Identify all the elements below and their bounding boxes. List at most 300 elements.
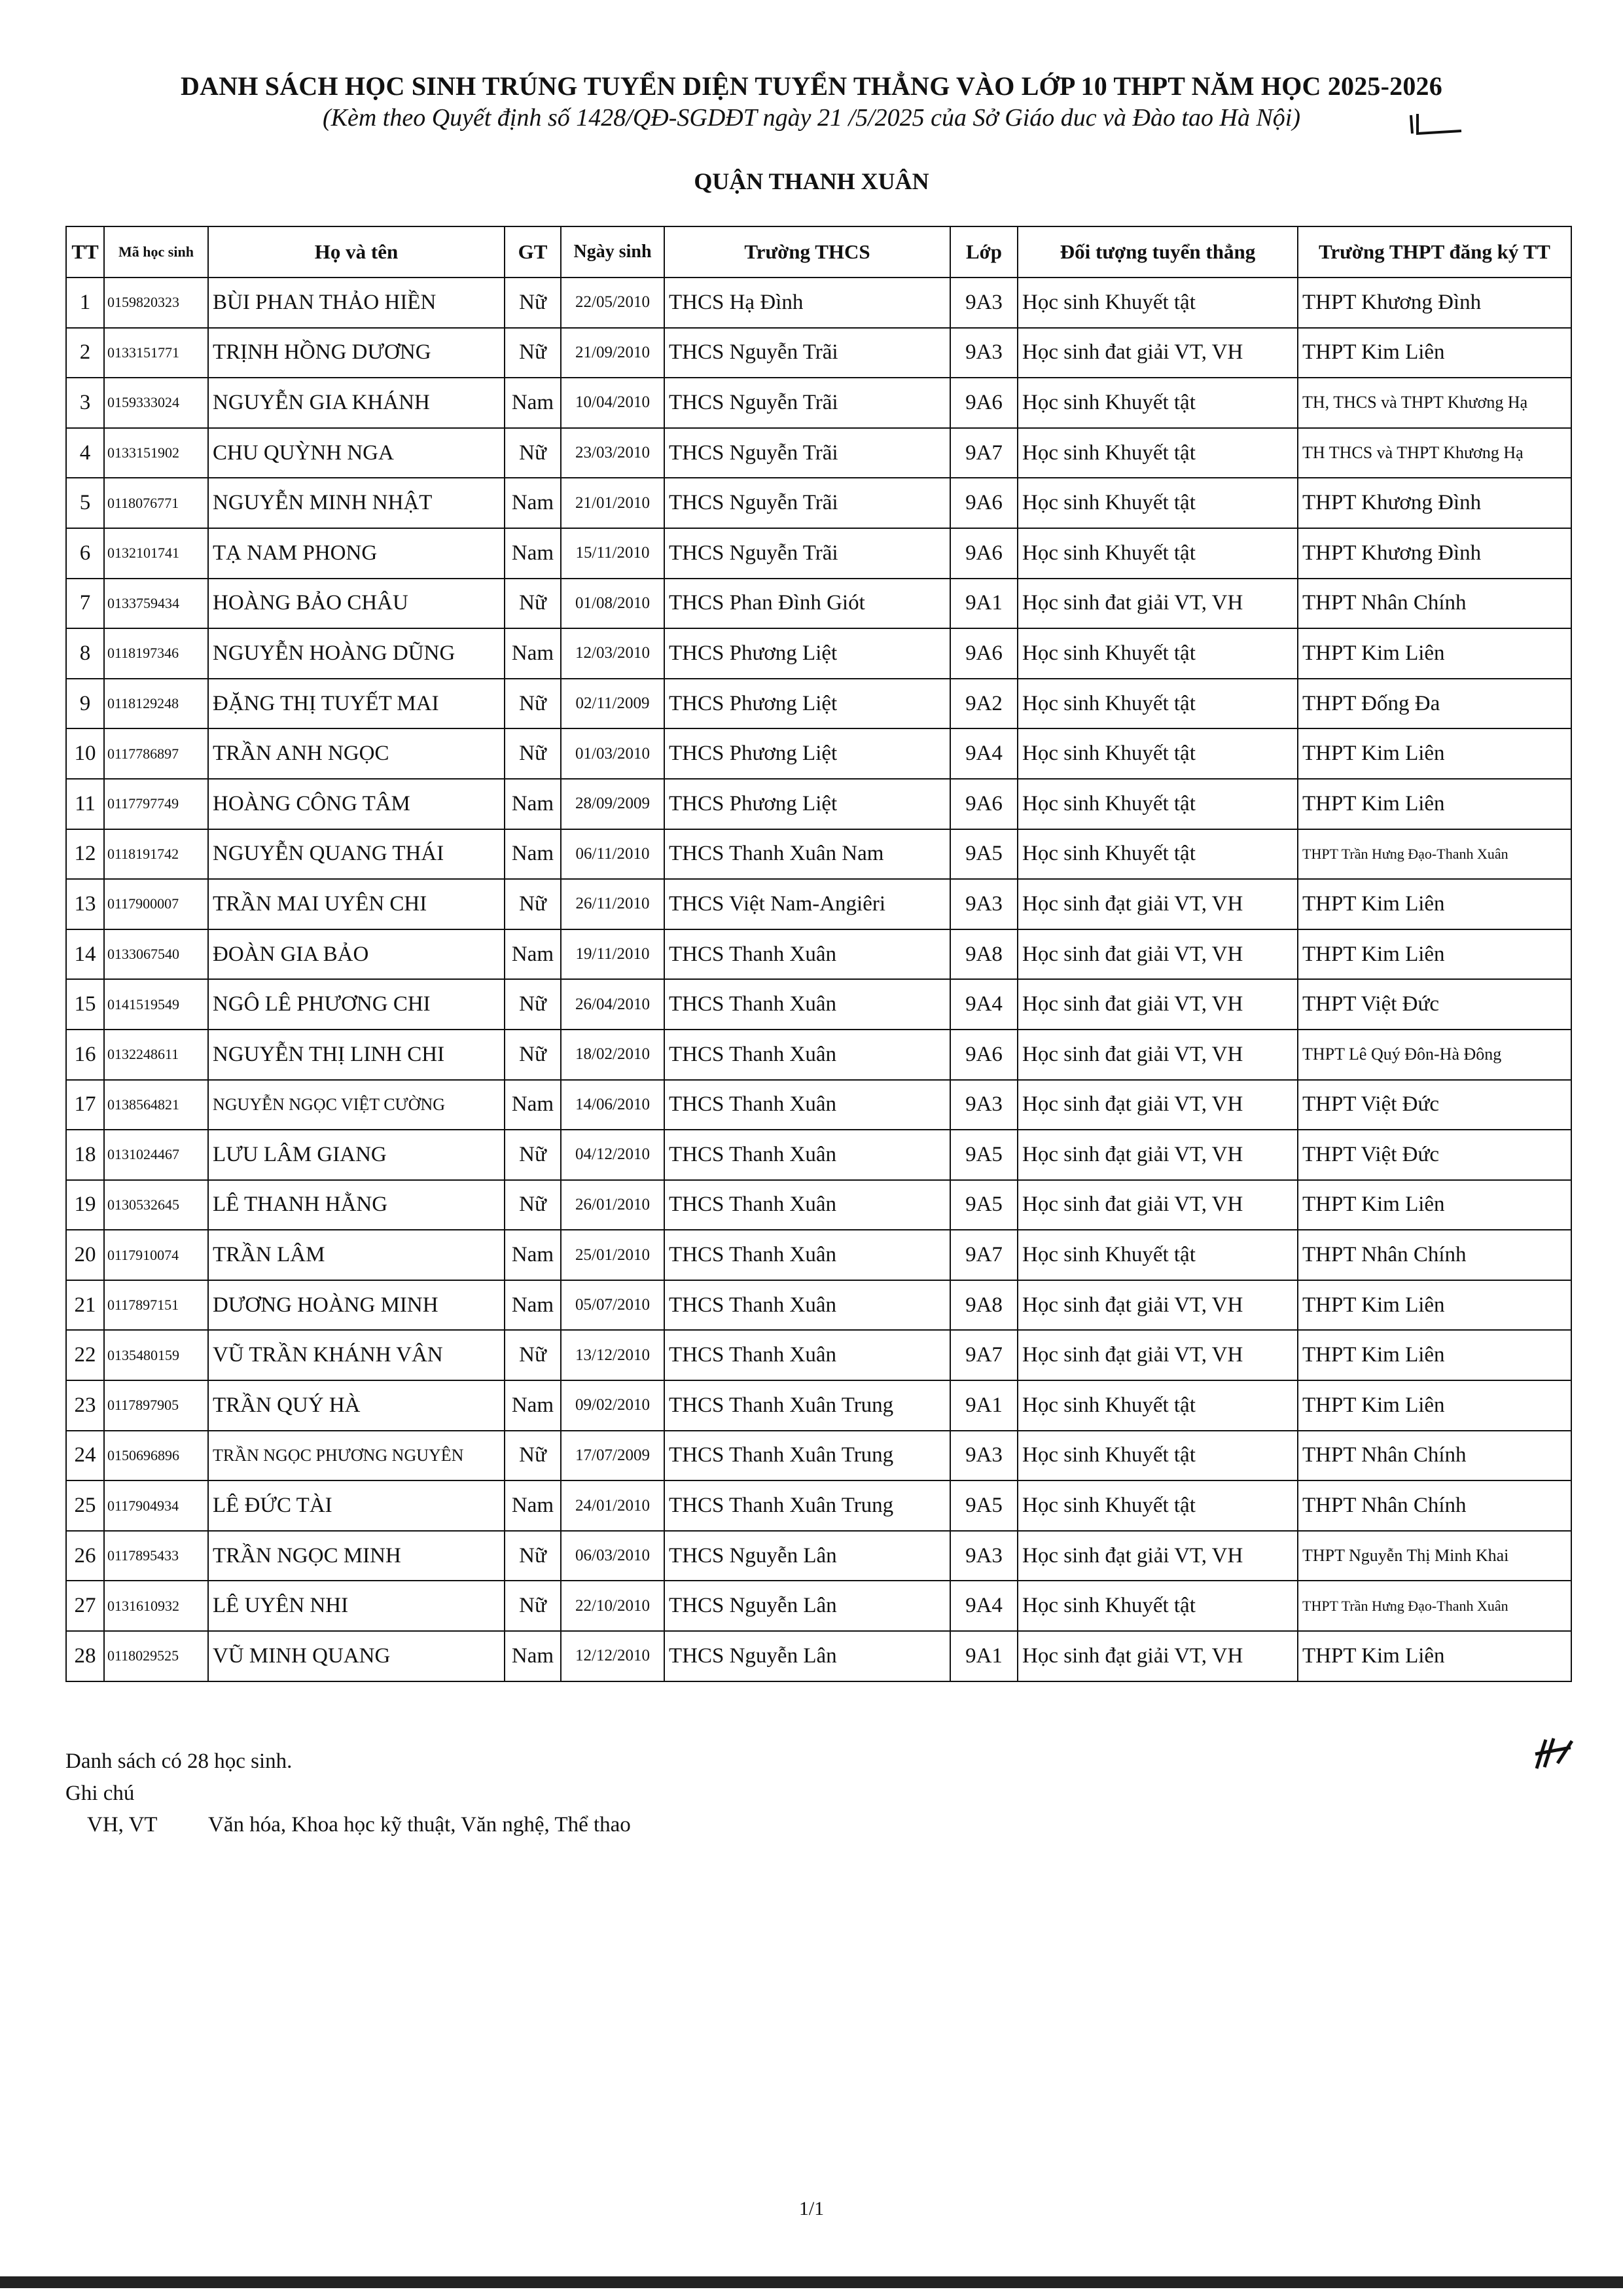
cell-middle-school: THCS Nguyễn Lân: [664, 1631, 950, 1681]
cell-student-id: 0117786897: [104, 728, 208, 779]
cell-registered-high-school: THPT Kim Liên: [1298, 1280, 1571, 1331]
cell-class: 9A6: [950, 478, 1018, 528]
table-row: [66, 1380, 1571, 1431]
cell-full-name: TRẦN NGỌC MINH: [208, 1531, 505, 1581]
col-header-birth-date: Ngày sinh: [561, 226, 664, 278]
cell-birth-date: 26/11/2010: [561, 879, 664, 929]
cell-middle-school: THCS Thanh Xuân Trung: [664, 1431, 950, 1481]
cell-birth-date: 15/11/2010: [561, 528, 664, 579]
cell-middle-school: THCS Nguyễn Trãi: [664, 428, 950, 478]
cell-registered-high-school: THPT Kim Liên: [1298, 328, 1571, 378]
cell-full-name: TRẦN QUÝ HÀ: [208, 1380, 505, 1431]
cell-student-id: 0150696896: [104, 1431, 208, 1481]
cell-tt: 17: [66, 1080, 104, 1130]
cell-gender: Nam: [505, 1230, 561, 1280]
cell-student-id: 0117797749: [104, 779, 208, 829]
cell-student-id: 0118191742: [104, 829, 208, 880]
cell-middle-school: THCS Thanh Xuân: [664, 1180, 950, 1230]
cell-birth-date: 05/07/2010: [561, 1280, 664, 1331]
cell-tt: 7: [66, 579, 104, 629]
cell-tt: 3: [66, 378, 104, 428]
cell-gender: Nam: [505, 378, 561, 428]
cell-middle-school: THCS Thanh Xuân: [664, 1080, 950, 1130]
cell-registered-high-school: THPT Khương Đình: [1298, 478, 1571, 528]
table-row: [66, 1080, 1571, 1130]
initials-signature-icon: [1531, 1734, 1577, 1774]
cell-middle-school: THCS Nguyễn Trãi: [664, 478, 950, 528]
cell-tt: 9: [66, 679, 104, 729]
cell-birth-date: 14/06/2010: [561, 1080, 664, 1130]
cell-birth-date: 21/01/2010: [561, 478, 664, 528]
cell-class: 9A6: [950, 528, 1018, 579]
cell-birth-date: 06/03/2010: [561, 1531, 664, 1581]
cell-admission-category: Học sinh Khuyết tật: [1018, 1230, 1298, 1280]
cell-class: 9A6: [950, 378, 1018, 428]
cell-gender: Nữ: [505, 428, 561, 478]
cell-gender: Nam: [505, 478, 561, 528]
cell-birth-date: 12/03/2010: [561, 628, 664, 679]
cell-student-id: 0131024467: [104, 1130, 208, 1180]
cell-full-name: TRẦN MAI UYÊN CHI: [208, 879, 505, 929]
cell-gender: Nam: [505, 779, 561, 829]
cell-full-name: VŨ MINH QUANG: [208, 1631, 505, 1681]
cell-full-name: LÊ THANH HẰNG: [208, 1180, 505, 1230]
cell-admission-category: Học sinh Khuyết tật: [1018, 728, 1298, 779]
table-row: [66, 1030, 1571, 1080]
cell-tt: 28: [66, 1631, 104, 1681]
cell-class: 9A5: [950, 1180, 1018, 1230]
cell-gender: Nữ: [505, 1531, 561, 1581]
cell-full-name: TRẦN LÂM: [208, 1230, 505, 1280]
table-row: [66, 728, 1571, 779]
cell-class: 9A6: [950, 1030, 1018, 1080]
cell-birth-date: 22/05/2010: [561, 278, 664, 328]
cell-student-id: 0132248611: [104, 1030, 208, 1080]
cell-admission-category: Học sinh Khuyết tật: [1018, 1581, 1298, 1631]
table-row: [66, 579, 1571, 629]
cell-student-id: 0132101741: [104, 528, 208, 579]
cell-middle-school: THCS Nguyễn Trãi: [664, 528, 950, 579]
cell-full-name: TRỊNH HỒNG DƯƠNG: [208, 328, 505, 378]
cell-birth-date: 06/11/2010: [561, 829, 664, 880]
cell-registered-high-school: THPT Kim Liên: [1298, 929, 1571, 980]
cell-tt: 4: [66, 428, 104, 478]
cell-student-id: 0159820323: [104, 278, 208, 328]
cell-class: 9A6: [950, 779, 1018, 829]
cell-student-id: 0133759434: [104, 579, 208, 629]
cell-class: 9A3: [950, 1080, 1018, 1130]
cell-registered-high-school: THPT Kim Liên: [1298, 1631, 1571, 1681]
col-header-full-name: Họ và tên: [208, 226, 505, 278]
cell-gender: Nam: [505, 1380, 561, 1431]
cell-registered-high-school: THPT Nhân Chính: [1298, 1230, 1571, 1280]
table-row: [66, 478, 1571, 528]
cell-registered-high-school: THPT Trần Hưng Đạo-Thanh Xuân: [1298, 1581, 1571, 1631]
cell-gender: Nữ: [505, 1431, 561, 1481]
cell-class: 9A5: [950, 1130, 1018, 1180]
cell-class: 9A7: [950, 1230, 1018, 1280]
table-row: [66, 278, 1571, 328]
cell-admission-category: Học sinh đat giải VT, VH: [1018, 979, 1298, 1030]
cell-student-id: 0135480159: [104, 1330, 208, 1380]
cell-student-id: 0118076771: [104, 478, 208, 528]
cell-birth-date: 12/12/2010: [561, 1631, 664, 1681]
cell-registered-high-school: TH THCS và THPT Khương Hạ: [1298, 428, 1571, 478]
cell-class: 9A7: [950, 1330, 1018, 1380]
cell-student-id: 0133151771: [104, 328, 208, 378]
table-row: [66, 829, 1571, 880]
cell-birth-date: 02/11/2009: [561, 679, 664, 729]
cell-admission-category: Học sinh đạt giải VT, VH: [1018, 879, 1298, 929]
cell-birth-date: 22/10/2010: [561, 1581, 664, 1631]
cell-class: 9A3: [950, 1531, 1018, 1581]
cell-middle-school: THCS Thanh Xuân Trung: [664, 1480, 950, 1531]
cell-class: 9A1: [950, 1631, 1018, 1681]
cell-full-name: LÊ UYÊN NHI: [208, 1581, 505, 1631]
cell-birth-date: 01/08/2010: [561, 579, 664, 629]
cell-class: 9A3: [950, 328, 1018, 378]
cell-gender: Nữ: [505, 728, 561, 779]
cell-student-id: 0118197346: [104, 628, 208, 679]
cell-student-id: 0117897151: [104, 1280, 208, 1331]
cell-tt: 24: [66, 1431, 104, 1481]
cell-tt: 21: [66, 1280, 104, 1331]
cell-birth-date: 26/04/2010: [561, 979, 664, 1030]
cell-middle-school: THCS Thanh Xuân: [664, 1230, 950, 1280]
cell-tt: 14: [66, 929, 104, 980]
cell-gender: Nữ: [505, 328, 561, 378]
cell-birth-date: 28/09/2009: [561, 779, 664, 829]
abbreviation-value: Văn hóa, Khoa học kỹ thuật, Văn nghệ, Thể thao: [208, 1813, 631, 1837]
cell-registered-high-school: TH, THCS và THPT Khương Hạ: [1298, 378, 1571, 428]
cell-gender: Nam: [505, 1480, 561, 1531]
cell-student-id: 0131610932: [104, 1581, 208, 1631]
cell-middle-school: THCS Nguyễn Trãi: [664, 378, 950, 428]
cell-admission-category: Học sinh đạt giải VT, VH: [1018, 1130, 1298, 1180]
cell-full-name: TRẦN ANH NGỌC: [208, 728, 505, 779]
cell-student-id: 0117904934: [104, 1480, 208, 1531]
cell-full-name: ĐOÀN GIA BẢO: [208, 929, 505, 980]
cell-class: 9A3: [950, 1431, 1018, 1481]
cell-gender: Nam: [505, 528, 561, 579]
cell-gender: Nam: [505, 1280, 561, 1331]
cell-middle-school: THCS Hạ Đình: [664, 278, 950, 328]
cell-registered-high-school: THPT Nhân Chính: [1298, 1480, 1571, 1531]
cell-student-id: 0159333024: [104, 378, 208, 428]
cell-gender: Nữ: [505, 1330, 561, 1380]
cell-birth-date: 19/11/2010: [561, 929, 664, 980]
table-row: [66, 1631, 1571, 1681]
scan-edge-bar: [0, 2276, 1623, 2288]
col-header-tt: TT: [66, 226, 104, 278]
cell-admission-category: Học sinh Khuyết tật: [1018, 628, 1298, 679]
cell-registered-high-school: THPT Kim Liên: [1298, 628, 1571, 679]
cell-registered-high-school: THPT Nhân Chính: [1298, 1431, 1571, 1481]
cell-student-id: 0133151902: [104, 428, 208, 478]
cell-gender: Nam: [505, 1631, 561, 1681]
table-row: [66, 779, 1571, 829]
cell-tt: 15: [66, 979, 104, 1030]
cell-class: 9A4: [950, 728, 1018, 779]
cell-gender: Nữ: [505, 1130, 561, 1180]
cell-birth-date: 25/01/2010: [561, 1230, 664, 1280]
cell-full-name: TRẦN NGỌC PHƯƠNG NGUYÊN: [208, 1431, 505, 1481]
cell-admission-category: Học sinh đat giải VT, VH: [1018, 328, 1298, 378]
cell-registered-high-school: THPT Nguyễn Thị Minh Khai: [1298, 1531, 1571, 1581]
cell-student-id: 0130532645: [104, 1180, 208, 1230]
cell-tt: 6: [66, 528, 104, 579]
cell-class: 9A2: [950, 679, 1018, 729]
cell-admission-category: Học sinh đat giải VT, VH: [1018, 1030, 1298, 1080]
cell-registered-high-school: THPT Kim Liên: [1298, 1330, 1571, 1380]
cell-registered-high-school: THPT Kim Liên: [1298, 1180, 1571, 1230]
cell-admission-category: Học sinh Khuyết tật: [1018, 528, 1298, 579]
cell-registered-high-school: THPT Trần Hưng Đạo-Thanh Xuân: [1298, 829, 1571, 880]
cell-class: 9A4: [950, 1581, 1018, 1631]
cell-full-name: NGUYỄN QUANG THÁI: [208, 829, 505, 880]
cell-admission-category: Học sinh Khuyết tật: [1018, 1380, 1298, 1431]
table-row: [66, 979, 1571, 1030]
cell-class: 9A7: [950, 428, 1018, 478]
cell-middle-school: THCS Phan Đình Giót: [664, 579, 950, 629]
cell-registered-high-school: THPT Nhân Chính: [1298, 579, 1571, 629]
cell-registered-high-school: THPT Kim Liên: [1298, 779, 1571, 829]
cell-class: 9A6: [950, 628, 1018, 679]
cell-full-name: NGUYỄN THỊ LINH CHI: [208, 1030, 505, 1080]
cell-birth-date: 13/12/2010: [561, 1330, 664, 1380]
cell-tt: 1: [66, 278, 104, 328]
table-row: [66, 1581, 1571, 1631]
cell-admission-category: Học sinh Khuyết tật: [1018, 779, 1298, 829]
cell-tt: 16: [66, 1030, 104, 1080]
col-header-registered-high-school: Trường THPT đăng ký TT: [1298, 226, 1571, 278]
cell-full-name: NGÔ LÊ PHƯƠNG CHI: [208, 979, 505, 1030]
col-header-class: Lớp: [950, 226, 1018, 278]
cell-middle-school: THCS Nguyễn Lân: [664, 1531, 950, 1581]
cell-middle-school: THCS Phương Liệt: [664, 628, 950, 679]
cell-tt: 26: [66, 1531, 104, 1581]
cell-registered-high-school: THPT Kim Liên: [1298, 728, 1571, 779]
table-row: [66, 528, 1571, 579]
cell-gender: Nữ: [505, 879, 561, 929]
cell-registered-high-school: THPT Việt Đức: [1298, 1130, 1571, 1180]
cell-full-name: NGUYỄN MINH NHẬT: [208, 478, 505, 528]
cell-admission-category: Học sinh đat giải VT, VH: [1018, 1180, 1298, 1230]
cell-registered-high-school: THPT Kim Liên: [1298, 879, 1571, 929]
cell-birth-date: 26/01/2010: [561, 1180, 664, 1230]
cell-middle-school: THCS Phương Liệt: [664, 779, 950, 829]
cell-tt: 25: [66, 1480, 104, 1531]
initials-signature-icon: [1406, 111, 1465, 137]
cell-gender: Nữ: [505, 278, 561, 328]
cell-class: 9A1: [950, 1380, 1018, 1431]
table-row: [66, 1280, 1571, 1331]
cell-admission-category: Học sinh Khuyết tật: [1018, 1431, 1298, 1481]
cell-registered-high-school: THPT Khương Đình: [1298, 528, 1571, 579]
cell-registered-high-school: THPT Việt Đức: [1298, 979, 1571, 1030]
cell-admission-category: Học sinh Khuyết tật: [1018, 278, 1298, 328]
col-header-admission-category: Đối tượng tuyển thẳng: [1018, 226, 1298, 278]
cell-full-name: NGUYỄN NGỌC VIỆT CƯỜNG: [208, 1080, 505, 1130]
table-row: [66, 1330, 1571, 1380]
cell-full-name: LÊ ĐỨC TÀI: [208, 1480, 505, 1531]
cell-admission-category: Học sinh đạt giải VT, VH: [1018, 1330, 1298, 1380]
cell-full-name: ĐẶNG THỊ TUYẾT MAI: [208, 679, 505, 729]
cell-gender: Nữ: [505, 1581, 561, 1631]
abbreviation-key: VH, VT: [87, 1813, 158, 1837]
cell-gender: Nữ: [505, 1030, 561, 1080]
table-row: [66, 378, 1571, 428]
cell-middle-school: THCS Thanh Xuân Nam: [664, 829, 950, 880]
cell-admission-category: Học sinh Khuyết tật: [1018, 478, 1298, 528]
cell-registered-high-school: THPT Đống Đa: [1298, 679, 1571, 729]
cell-admission-category: Học sinh đạt giải VT, VH: [1018, 1631, 1298, 1681]
cell-tt: 2: [66, 328, 104, 378]
cell-student-id: 0141519549: [104, 979, 208, 1030]
cell-gender: Nam: [505, 829, 561, 880]
cell-birth-date: 09/02/2010: [561, 1380, 664, 1431]
cell-admission-category: Học sinh đạt giải VT, VH: [1018, 1080, 1298, 1130]
cell-admission-category: Học sinh đat giải VT, VH: [1018, 579, 1298, 629]
cell-birth-date: 21/09/2010: [561, 328, 664, 378]
district-heading: QUẬN THANH XUÂN: [694, 168, 929, 194]
table-row: [66, 1230, 1571, 1280]
cell-class: 9A3: [950, 278, 1018, 328]
cell-tt: 11: [66, 779, 104, 829]
cell-gender: Nam: [505, 929, 561, 980]
student-table: [65, 226, 1572, 1682]
cell-middle-school: THCS Thanh Xuân Trung: [664, 1380, 950, 1431]
cell-full-name: VŨ TRẦN KHÁNH VÂN: [208, 1330, 505, 1380]
cell-student-id: 0118129248: [104, 679, 208, 729]
table-row: [66, 628, 1571, 679]
cell-student-id: 0138564821: [104, 1080, 208, 1130]
cell-tt: 18: [66, 1130, 104, 1180]
cell-class: 9A4: [950, 979, 1018, 1030]
cell-birth-date: 24/01/2010: [561, 1480, 664, 1531]
cell-birth-date: 10/04/2010: [561, 378, 664, 428]
document-title: DANH SÁCH HỌC SINH TRÚNG TUYỂN DIỆN TUYỂN THẲNG VÀO LỚP 10 THPT NĂM HỌC 2025-2026: [181, 71, 1442, 101]
cell-gender: Nữ: [505, 1180, 561, 1230]
cell-full-name: TẠ NAM PHONG: [208, 528, 505, 579]
cell-tt: 23: [66, 1380, 104, 1431]
cell-admission-category: Học sinh đạt giải VT, VH: [1018, 1280, 1298, 1331]
cell-tt: 13: [66, 879, 104, 929]
cell-registered-high-school: THPT Kim Liên: [1298, 1380, 1571, 1431]
table-body: [66, 278, 1571, 1681]
cell-full-name: HOÀNG BẢO CHÂU: [208, 579, 505, 629]
cell-class: 9A5: [950, 1480, 1018, 1531]
cell-birth-date: 01/03/2010: [561, 728, 664, 779]
cell-admission-category: Học sinh đạt giải VT, VH: [1018, 1531, 1298, 1581]
cell-tt: 10: [66, 728, 104, 779]
cell-tt: 27: [66, 1581, 104, 1631]
cell-birth-date: 04/12/2010: [561, 1130, 664, 1180]
cell-student-id: 0133067540: [104, 929, 208, 980]
cell-admission-category: Học sinh đat giải VT, VH: [1018, 929, 1298, 980]
table-row: [66, 328, 1571, 378]
cell-class: 9A1: [950, 579, 1018, 629]
cell-student-id: 0118029525: [104, 1631, 208, 1681]
col-header-student-id: Mã học sinh: [104, 226, 208, 278]
cell-admission-category: Học sinh Khuyết tật: [1018, 829, 1298, 880]
cell-gender: Nữ: [505, 579, 561, 629]
document-subtitle: (Kèm theo Quyết định số 1428/QĐ-SGDĐT ngày 21 /5/2025 của Sở Giáo duc và Đào tao Hà Nội): [322, 104, 1301, 132]
cell-middle-school: THCS Thanh Xuân: [664, 1030, 950, 1080]
cell-full-name: BÙI PHAN THẢO HIỀN: [208, 278, 505, 328]
cell-middle-school: THCS Thanh Xuân: [664, 979, 950, 1030]
cell-class: 9A3: [950, 879, 1018, 929]
cell-registered-high-school: THPT Lê Quý Đôn-Hà Đông: [1298, 1030, 1571, 1080]
cell-tt: 5: [66, 478, 104, 528]
cell-student-id: 0117910074: [104, 1230, 208, 1280]
page-number: 1/1: [798, 2198, 825, 2219]
table-row: [66, 428, 1571, 478]
cell-gender: Nam: [505, 1080, 561, 1130]
cell-middle-school: THCS Phương Liệt: [664, 679, 950, 729]
cell-class: 9A5: [950, 829, 1018, 880]
col-header-gender: GT: [505, 226, 561, 278]
cell-admission-category: Học sinh Khuyết tật: [1018, 378, 1298, 428]
cell-student-id: 0117895433: [104, 1531, 208, 1581]
cell-tt: 20: [66, 1230, 104, 1280]
cell-student-id: 0117900007: [104, 879, 208, 929]
cell-birth-date: 18/02/2010: [561, 1030, 664, 1080]
cell-class: 9A8: [950, 929, 1018, 980]
cell-middle-school: THCS Việt Nam-Angiêri: [664, 879, 950, 929]
cell-full-name: CHU QUỲNH NGA: [208, 428, 505, 478]
cell-middle-school: THCS Phương Liệt: [664, 728, 950, 779]
cell-middle-school: THCS Thanh Xuân: [664, 1330, 950, 1380]
cell-full-name: NGUYỄN GIA KHÁNH: [208, 378, 505, 428]
cell-middle-school: THCS Thanh Xuân: [664, 1130, 950, 1180]
note-label: Ghi chú: [65, 1782, 135, 1805]
cell-full-name: DƯƠNG HOÀNG MINH: [208, 1280, 505, 1331]
cell-registered-high-school: THPT Việt Đức: [1298, 1080, 1571, 1130]
table-row: [66, 1130, 1571, 1180]
cell-gender: Nam: [505, 628, 561, 679]
cell-middle-school: THCS Nguyễn Trãi: [664, 328, 950, 378]
table-row: [66, 1531, 1571, 1581]
cell-admission-category: Học sinh Khuyết tật: [1018, 1480, 1298, 1531]
cell-student-id: 0117897905: [104, 1380, 208, 1431]
cell-full-name: HOÀNG CÔNG TÂM: [208, 779, 505, 829]
table-header-row: [66, 226, 1571, 278]
cell-gender: Nữ: [505, 979, 561, 1030]
student-count-text: Danh sách có 28 học sinh.: [65, 1749, 293, 1773]
cell-tt: 8: [66, 628, 104, 679]
cell-full-name: NGUYỄN HOÀNG DŨNG: [208, 628, 505, 679]
cell-admission-category: Học sinh Khuyết tật: [1018, 679, 1298, 729]
cell-middle-school: THCS Nguyễn Lân: [664, 1581, 950, 1631]
cell-registered-high-school: THPT Khương Đình: [1298, 278, 1571, 328]
cell-gender: Nữ: [505, 679, 561, 729]
table-row: [66, 679, 1571, 729]
table-row: [66, 1180, 1571, 1230]
table-row: [66, 1431, 1571, 1481]
cell-middle-school: THCS Thanh Xuân: [664, 929, 950, 980]
table-row: [66, 929, 1571, 980]
cell-tt: 22: [66, 1330, 104, 1380]
table-row: [66, 879, 1571, 929]
cell-birth-date: 23/03/2010: [561, 428, 664, 478]
cell-birth-date: 17/07/2009: [561, 1431, 664, 1481]
cell-tt: 19: [66, 1180, 104, 1230]
cell-middle-school: THCS Thanh Xuân: [664, 1280, 950, 1331]
cell-full-name: LƯU LÂM GIANG: [208, 1130, 505, 1180]
cell-class: 9A8: [950, 1280, 1018, 1331]
cell-admission-category: Học sinh Khuyết tật: [1018, 428, 1298, 478]
